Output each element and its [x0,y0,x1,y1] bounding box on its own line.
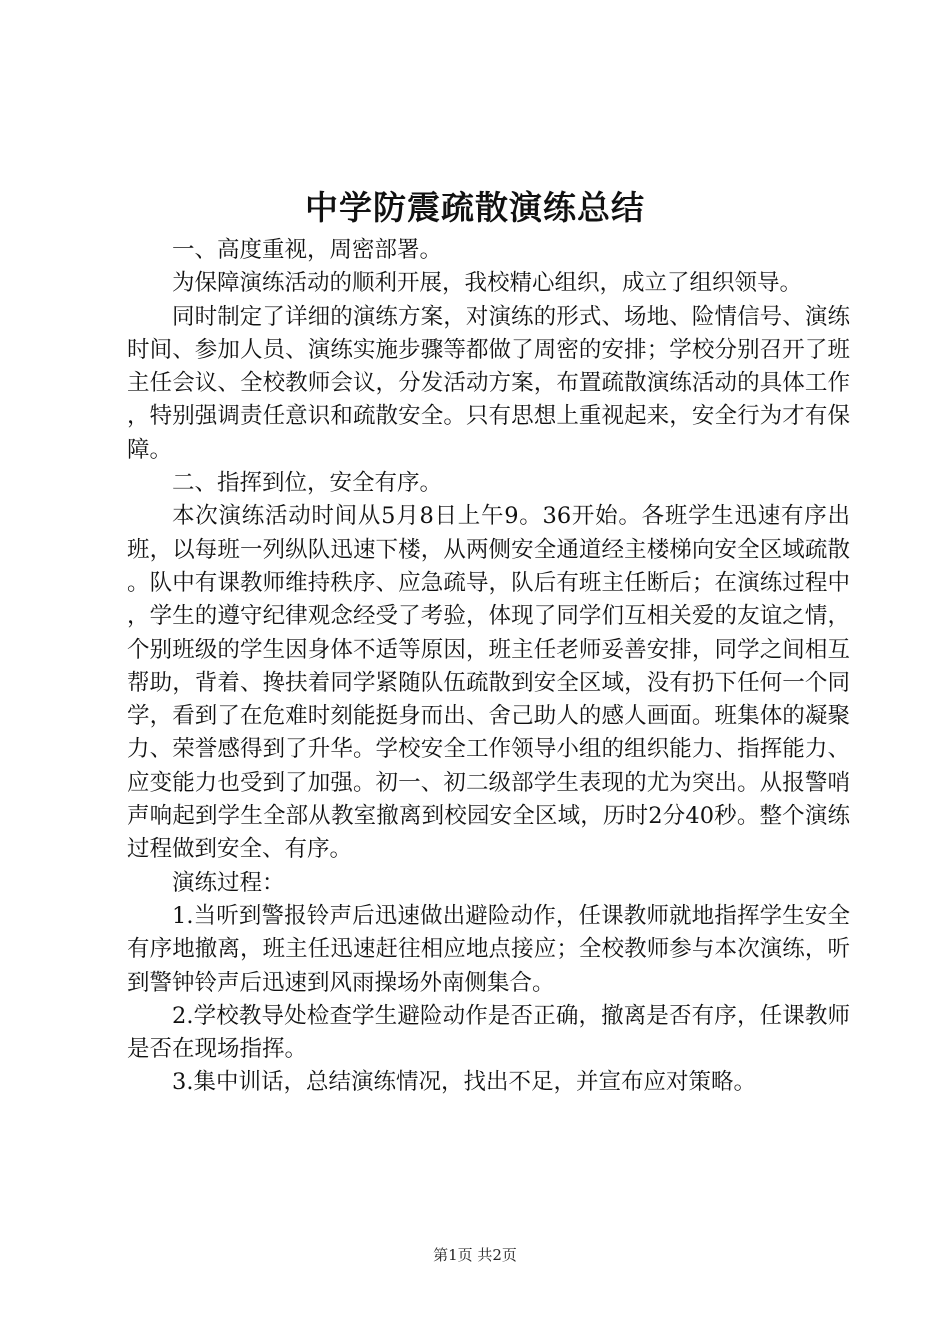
paragraph: 为保障演练活动的顺利开展，我校精心组织，成立了组织领导。 [172,270,803,297]
list-item: 3.集中训话，总结演练情况，找出不足，并宣布应对策略。 [172,1069,756,1096]
paragraph-section-1-heading: 一、高度重视，周密部署。 [172,237,443,263]
page-number: 第1页 共2页 [433,1246,517,1264]
document-body [127,234,850,1100]
page-title: 中学防震疏散演练总结 [305,188,645,227]
list-item: 2.学校教导处检查学生避险动作是否正确，撤离是否有序，任课教师是否在现场指挥。 [127,1002,850,1063]
paragraph-section-2-heading: 二、指挥到位，安全有序。 [172,470,443,497]
paragraph-process-heading: 演练过程： [172,869,285,896]
paragraph: 本次演练活动时间从5月8日上午9。36开始。各班学生迅速有序出班，以每班一列纵队迅速下楼，从两侧安全通道经主楼梯向安全区域疏散。队中有课教师维持秩序、应急疏导，队后有班主任断后；在演练过程中，学生的遵守纪律观念经受了考验，体现了同学们互相关爱的友谊之情，个别班级的学生因身体不适等原因，班主任老师妥善安排，同学之间相互帮助，背着、搀扶着同学紧随队伍疏散到安全区域，没有扔下任何一个同学，看到了在危难时刻能挺身而出、舍己助人的感人画面。班集体的凝聚力、荣誉感得到了升华。学校安全工作领导小组的组织能力、指挥能力、应变能力也受到了加强。初一、初二级部学生表现的尤为突出。从报警哨声响起到学生全部从教室撤离到校园安全区域，历时2分40秒。整个演练过程做到安全、有序。 [127,503,850,863]
list-item: 1.当听到警报铃声后迅速做出避险动作，任课教师就地指挥学生安全有序地撤离，班主任迅速赶往相应地点接应；全校教师参与本次演练，听到警钟铃声后迅速到风雨操场外南侧集合。 [127,902,850,996]
paragraph: 同时制定了详细的演练方案，对演练的形式、场地、险情信号、演练时间、参加人员、演练实施步骤等都做了周密的安排；学校分别召开了班主任会议、全校教师会议，分发活动方案，布置疏散演练活动的具体工作，特别强调责任意识和疏散安全。只有思想上重视起来，安全行为才有保障。 [127,303,850,463]
